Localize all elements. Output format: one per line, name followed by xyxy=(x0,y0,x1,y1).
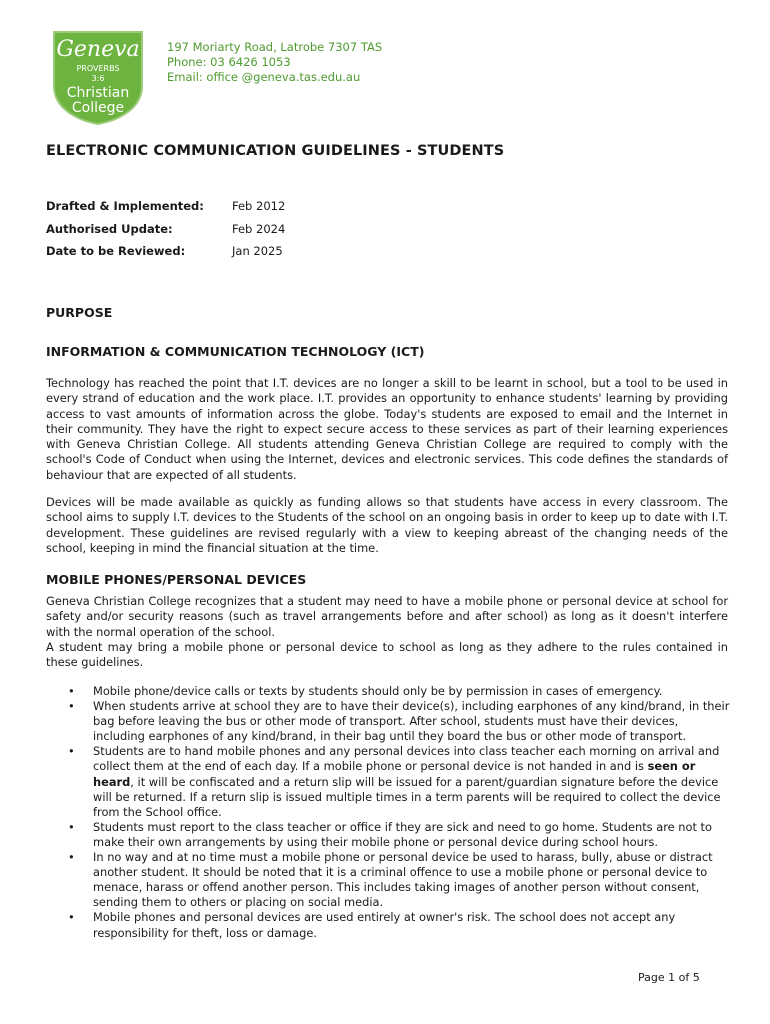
paragraph-ict-1: Technology has reached the point that I.T. devices are no longer a skill to be learnt in school, but a tool to be used in every strand of education and the work place. I.T. provides an opportunity to enhance students' learning by providing access to vast amounts of information across the globe. Today's students are exposed to email and the Internet in their community. They have the right to expect secure access to these services as part of their learning experiences with Geneva Christian College. All students attending Geneva Christian College are required to comply with the school's Code of Conduct when using the Internet, devices and electronic services. This code defines the standards of behaviour that are expected of all students. xyxy=(46,376,728,482)
logo-text-verse: 3:6 xyxy=(91,74,105,83)
paragraph-mobile-1: Geneva Christian College recognizes that a student may need to have a mobile phone or personal device at school for safety and/or security reasons (such as travel arrangements before and after school) as long as it doesn't interfere with the normal operation of the school. xyxy=(46,594,728,639)
meta-value-authorised: Feb 2024 xyxy=(232,222,286,236)
meta-value-review: Jan 2025 xyxy=(232,244,283,258)
list-item: • Mobile phone/device calls or texts by students should only be by permission in cases of emergency. xyxy=(68,684,663,698)
bullet-icon: • xyxy=(68,910,75,925)
logo-text-christian: Christian xyxy=(66,85,130,101)
bullet-icon: • xyxy=(68,850,75,865)
email[interactable]: Email: office @geneva.tas.edu.au xyxy=(167,70,361,84)
logo-text-college: College xyxy=(71,100,125,116)
bullet-icon: • xyxy=(68,744,75,759)
heading-mobile: MOBILE PHONES/PERSONAL DEVICES xyxy=(46,572,307,587)
college-logo xyxy=(50,28,146,126)
bullet-icon: • xyxy=(68,819,75,834)
bullet-icon: • xyxy=(68,699,75,714)
heading-purpose: PURPOSE xyxy=(46,305,113,320)
list-item: • Students are to hand mobile phones and any personal devices into class teacher each morning on arrival and collect them at the end of each day. If a mobile phone or personal device is not handed in and is seen or heard, it will be confiscated and a return slip will be issued for a parent/guardian signature before the device will be returned. If a return slip is issued multiple times in a term parents will be required to collect the device from the School office. xyxy=(68,744,721,819)
meta-label-authorised: Authorised Update: xyxy=(46,222,173,236)
phone: Phone: 03 6426 1053 xyxy=(167,55,291,69)
logo-text-geneva: Geneva xyxy=(56,37,140,62)
rules-list xyxy=(46,684,730,941)
paragraph-mobile-2: A student may bring a mobile phone or personal device to school as long as they adhere to the rules contained in these guidelines. xyxy=(46,640,728,670)
document-title: ELECTRONIC COMMUNICATION GUIDELINES - STUDENTS xyxy=(46,143,505,159)
paragraph-ict-2: Devices will be made available as quickly as funding allows so that students have access in every classroom. The school aims to supply I.T. devices to the Students of the school on an ongoing basis in order to keep up to date with I.T. development. These guidelines are revised regularly with a view to keeping abreast of the changing needs of the school, keeping in mind the financial situation at the time. xyxy=(46,495,728,555)
list-item: • When students arrive at school they are to have their device(s), including earphones of any kind/brand, in their bag before leaving the bus or other mode of transport. After school, students must have their devices, including earphones of any kind/brand, in their bag until they board the bus or other mode of transport. xyxy=(68,699,730,744)
emphasis-seen-or-heard: seen or heard xyxy=(93,759,696,789)
list-item: • In no way and at no time must a mobile phone or personal device be used to harass, bully, abuse or distract another student. It should be noted that it is a criminal offence to use a mobile phone or personal device to menace, harass or offend another person. This includes taking images of another person without consent, sending them to others or placing on social media. xyxy=(68,850,713,910)
meta-label-drafted: Drafted & Implemented: xyxy=(46,199,204,213)
address: 197 Moriarty Road, Latrobe 7307 TAS xyxy=(167,40,383,54)
list-item: • Mobile phones and personal devices are used entirely at owner's risk. The school does not accept any responsibility for theft, loss or damage. xyxy=(68,910,676,940)
bullet-icon: • xyxy=(68,684,75,698)
list-item: • Students must report to the class teacher or office if they are sick and need to go home. Students are not to make their own arrangements by using their mobile phone or personal device during school hours. xyxy=(68,819,712,849)
page-number: Page 1 of 5 xyxy=(638,971,700,984)
contact-block xyxy=(167,40,382,85)
heading-ict: INFORMATION & COMMUNICATION TECHNOLOGY (ICT) xyxy=(46,344,425,359)
logo-text-proverbs: PROVERBS xyxy=(76,64,120,73)
meta-label-review: Date to be Reviewed: xyxy=(46,244,186,258)
meta-value-drafted: Feb 2012 xyxy=(232,199,286,213)
